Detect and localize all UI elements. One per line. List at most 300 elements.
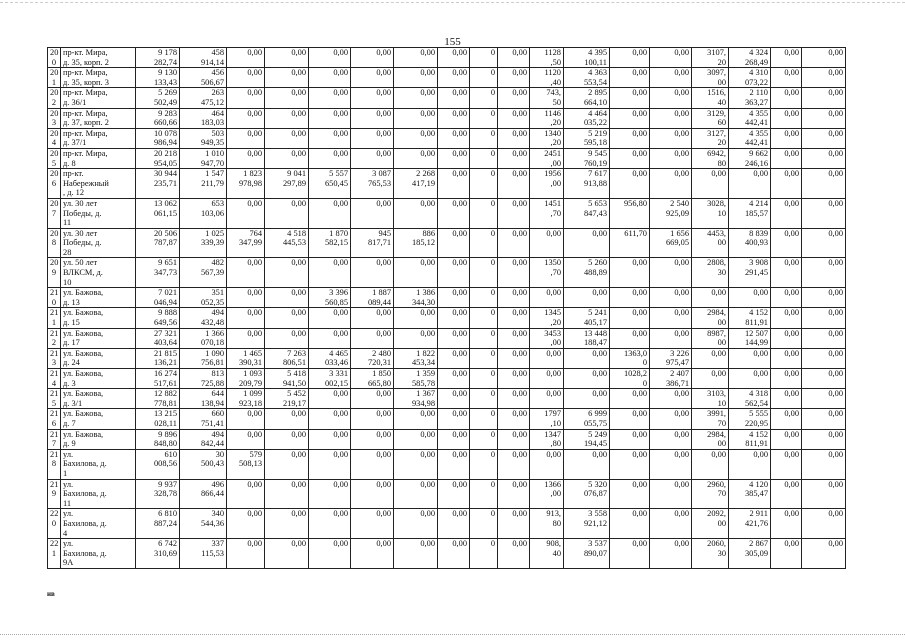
value-cell [180,369,227,389]
table-row [48,258,846,288]
cell-line: ул. Бажова, [63,288,104,298]
cell-line: 3129, [707,108,726,118]
value-cell [470,228,498,258]
cell-line: 0,00 [674,509,689,519]
cell-line: 00 [717,439,726,449]
row-number-cell [48,198,61,228]
cell-line: 0,00 [452,328,467,338]
value-cell [729,169,771,199]
cell-line: 3 908 [749,258,768,268]
value-cell [309,228,351,258]
cell-line: 0,00 [512,128,527,138]
value-cell [564,128,610,148]
value-cell [692,169,729,199]
cell-line: 813 [211,369,224,378]
row-number-cell [48,148,61,168]
cell-line: 0,00 [376,88,391,98]
value-cell [470,369,498,389]
cell-line: 12 507 [744,328,768,338]
cell-line: 20 218 [153,148,177,158]
cell-line: 949,35 [200,138,224,148]
cell-line: 0,00 [828,169,843,179]
value-cell [309,68,351,88]
cell-line: 70 [717,489,726,499]
value-cell [530,48,564,68]
value-cell [650,128,692,148]
value-cell [771,48,802,68]
cell-line: 20 [50,148,59,158]
value-cell [227,198,265,228]
cell-line: пр-кт. [63,169,84,179]
address-cell [61,48,136,68]
cell-line: 00 [717,77,726,87]
value-cell [650,449,692,479]
cell-line: 644 [211,389,224,399]
cell-line: 1028,2 [623,369,647,378]
cell-line: 0,00 [512,148,527,158]
value-cell [438,148,470,168]
cell-line: 347,73 [153,268,177,278]
cell-line: д. 9 [63,439,76,449]
value-cell [265,228,309,258]
cell-line: 076,87 [583,489,607,499]
value-cell [265,128,309,148]
value-cell [771,429,802,449]
value-cell [802,198,846,228]
cell-line: 0,00 [420,409,435,419]
value-cell [227,308,265,328]
cell-line: 847,43 [583,208,607,218]
cell-line: 0,00 [512,169,527,179]
cell-line: 553,54 [583,77,607,87]
cell-line: 0,00 [376,449,391,459]
value-cell [498,429,530,449]
cell-line: 0,00 [828,479,843,489]
value-cell [802,449,846,479]
value-cell [394,88,438,108]
value-cell [227,48,265,68]
value-cell [227,409,265,429]
cell-line: ,20 [550,118,561,128]
cell-line: 923,18 [238,398,262,408]
cell-line: 945 [378,228,391,238]
cell-line: 0,00 [784,539,799,549]
value-cell [530,429,564,449]
value-cell [564,88,610,108]
value-cell [309,409,351,429]
cell-line: 0,00 [376,198,391,208]
value-cell [650,369,692,389]
cell-line: 0,00 [784,169,799,179]
cell-line: 0 [490,429,495,439]
row-number-cell [48,348,61,368]
cell-line: 725,88 [200,378,224,388]
value-cell [802,539,846,569]
cell-line: 13 215 [153,409,177,419]
cell-line: 0 [490,108,495,118]
cell-line: 386,71 [665,378,689,388]
cell-line: ул. Бажова, [63,348,104,358]
cell-line: 0,00 [452,308,467,318]
cell-line: 0,00 [784,389,799,399]
cell-line: д. 36/1 [63,97,87,107]
table-row [48,108,846,128]
cell-line: 4 310 [749,68,768,78]
cell-line: 0,00 [333,198,348,208]
cell-line: 787,87 [153,238,177,248]
cell-line: 0,00 [247,409,262,419]
cell-line: 20 [50,258,59,268]
value-cell [309,169,351,199]
cell-line: 0,00 [291,128,306,138]
cell-line: 978,98 [238,178,262,188]
value-cell [136,108,180,128]
value-cell [498,48,530,68]
cell-line: 0,00 [291,198,306,208]
row-number-cell [48,509,61,539]
cell-line: 665,80 [367,378,391,388]
cell-line: 517,61 [153,378,177,388]
cell-line: пр-кт. Мира, [63,128,108,138]
cell-line: 9 130 [158,68,177,78]
cell-line: 0,00 [452,68,467,78]
cell-line: 0,00 [784,348,799,358]
cell-line: 033,46 [324,358,348,368]
cell-line: 0,00 [632,539,647,549]
value-cell [564,389,610,409]
cell-line: 0,00 [333,258,348,268]
address-cell [61,68,136,88]
page-number: 155 [444,36,461,48]
cell-line: ул. Бажова, [63,369,104,378]
cell-line: 1 386 [416,288,435,298]
cell-line: 0,00 [452,369,467,378]
value-cell [802,108,846,128]
cell-line: 305,09 [744,548,768,558]
value-cell [394,328,438,348]
cell-line: 0,00 [546,348,561,358]
value-cell [564,148,610,168]
value-cell [180,198,227,228]
value-cell [610,449,650,479]
value-cell [180,308,227,328]
cell-line: 0,00 [674,169,689,179]
cell-line: 0 [490,198,495,208]
value-cell [729,148,771,168]
cell-line: 0,00 [291,539,306,549]
cell-line: 0,00 [828,288,843,298]
cell-line: ул. [63,509,74,519]
cell-line: 0,00 [828,258,843,268]
value-cell [610,509,650,539]
cell-line: 138,94 [200,398,224,408]
cell-line: ,70 [550,208,561,218]
cell-line: 0,00 [512,479,527,489]
value-cell [438,509,470,539]
cell-line: 0,00 [674,288,689,298]
cell-line: 0,00 [632,148,647,158]
cell-line: 866,44 [200,489,224,499]
cell-line: 0,00 [546,449,561,459]
value-cell [610,148,650,168]
cell-line: 339,39 [200,238,224,248]
cell-line: 0,00 [674,429,689,439]
value-cell [309,148,351,168]
cell-line: 913, [546,509,561,519]
cell-line: 0,00 [632,479,647,489]
cell-line: д. 3/1 [63,398,83,408]
cell-line: 0,00 [291,148,306,158]
cell-line: 0,00 [333,308,348,318]
cell-line: 0,00 [452,449,467,459]
cell-line: д. 37, корп. 2 [63,118,109,128]
cell-line: 0,00 [828,128,843,138]
value-cell [227,348,265,368]
cell-line: 432,48 [200,318,224,328]
cell-line: 0 [51,518,57,528]
cell-line: 653 [211,198,224,208]
cell-line: 0 [490,509,495,519]
cell-line: 954,05 [153,158,177,168]
cell-line: 0 [490,228,495,238]
cell-line: 188,47 [583,338,607,348]
cell-line: 0,00 [711,449,726,459]
cell-line: 0,00 [247,108,262,118]
cell-line: 0,00 [376,108,391,118]
cell-line: 0,00 [512,228,527,238]
value-cell [351,539,394,569]
cell-line: 60 [717,118,726,128]
value-cell [265,198,309,228]
cell-line: 3 [51,118,57,128]
value-cell [180,389,227,409]
value-cell [771,369,802,389]
value-cell [394,169,438,199]
cell-line: 211,79 [201,178,224,188]
cell-line: 0,00 [784,148,799,158]
value-cell [498,148,530,168]
cell-line: 20 [50,128,59,138]
cell-line: 5 [51,398,57,408]
cell-line: 70 [717,418,726,428]
cell-line: 0 [490,148,495,158]
cell-line: 0,00 [376,509,391,519]
value-cell [530,509,564,539]
cell-line: 263 [211,88,224,98]
address-cell [61,128,136,148]
value-cell [309,449,351,479]
cell-line: 458 [211,48,224,57]
value-cell [692,308,729,328]
value-cell [438,328,470,348]
cell-line: 560,85 [324,297,348,307]
value-cell [351,88,394,108]
cell-line: 0,00 [376,389,391,399]
row-number-cell [48,328,61,348]
cell-line: ,20 [550,138,561,148]
cell-line: 0,00 [632,169,647,179]
cell-line: 0,00 [674,68,689,78]
value-cell [180,228,227,258]
register-body [48,48,846,569]
value-cell [438,228,470,258]
value-cell [729,258,771,288]
cell-line: 0,00 [632,308,647,318]
value-cell [470,429,498,449]
cell-line: 0,00 [333,88,348,98]
cell-line: 0,00 [512,48,527,57]
cell-line: 4 [51,138,57,148]
cell-line: 0,00 [512,509,527,519]
value-cell [802,479,846,509]
cell-line: 220,95 [744,418,768,428]
cell-line: 848,80 [153,439,177,449]
cell-line: 0,00 [753,169,768,179]
value-cell [470,148,498,168]
value-cell [650,308,692,328]
value-cell [394,389,438,409]
cell-line: 0,00 [592,389,607,399]
cell-line: 2 [51,338,57,348]
cell-line: 0,00 [452,288,467,298]
value-cell [729,48,771,68]
cell-line: 3028, [707,198,726,208]
cell-line: 0,00 [632,108,647,118]
cell-line: 1956 [544,169,561,179]
value-cell [802,328,846,348]
value-cell [351,348,394,368]
value-cell [530,539,564,569]
cell-line: 500,43 [200,459,224,469]
cell-line: 482 [211,258,224,268]
cell-line: 4 518 [287,228,306,238]
cell-line: 3453 [544,328,561,338]
value-cell [394,258,438,288]
value-cell [530,409,564,429]
cell-line: 6 810 [158,509,177,519]
value-cell [802,228,846,258]
cell-line: 235,71 [153,178,177,188]
cell-line: 7 021 [158,288,177,298]
value-cell [650,68,692,88]
cell-line: 9 888 [158,308,177,318]
address-cell [61,258,136,288]
value-cell [394,228,438,258]
value-cell [802,348,846,368]
cell-line: 0,00 [828,389,843,399]
cell-line: 0,00 [291,409,306,419]
cell-line: 0,00 [546,288,561,298]
value-cell [692,68,729,88]
cell-line: Бахилова, д. [63,518,107,528]
value-cell [309,348,351,368]
cell-line: 6942, [707,148,726,158]
value-cell [650,429,692,449]
cell-line: 0,00 [376,479,391,489]
cell-line: пр-кт. Мира, [63,108,108,118]
value-cell [564,308,610,328]
cell-line: 21 [50,328,59,338]
cell-line: 934,98 [411,398,435,408]
cell-line: 1350 [544,258,561,268]
cell-line: 890,07 [583,548,607,558]
value-cell [394,429,438,449]
table-row [48,169,846,199]
value-cell [802,288,846,308]
cell-line: 028,11 [154,418,177,428]
value-cell [610,288,650,308]
cell-line: 669,05 [665,238,689,248]
value-cell [692,128,729,148]
cell-line: 2808, [707,258,726,268]
address-cell [61,88,136,108]
value-cell [692,409,729,429]
cell-line: 1516, [707,88,726,98]
cell-line: 496 [211,479,224,489]
cell-line: 1 [51,548,57,558]
cell-line: 5 555 [749,409,768,419]
value-cell [227,169,265,199]
value-cell [771,539,802,569]
value-cell [692,328,729,348]
value-cell [729,328,771,348]
cell-line: 0,00 [420,198,435,208]
value-cell [351,409,394,429]
value-cell [692,48,729,68]
cell-line: 778,81 [153,398,177,408]
cell-line: 6 742 [158,539,177,549]
cell-line: д. 7 [63,418,76,428]
row-number-cell [48,258,61,288]
cell-line: 5 418 [287,369,306,378]
cell-line: 0,00 [247,258,262,268]
cell-line: 0 [490,409,495,419]
cell-line: 0,00 [674,108,689,118]
cell-line: д. 35, корп. 2 [63,57,109,67]
value-cell [729,409,771,429]
value-cell [227,449,265,479]
cell-line: 0,00 [784,328,799,338]
cell-line: 567,39 [200,268,224,278]
cell-line: 8 [51,459,57,469]
cell-line: 5 219 [588,128,607,138]
value-cell [309,198,351,228]
cell-line: 10 078 [153,128,177,138]
value-cell [265,288,309,308]
cell-line: 0,00 [512,429,527,439]
cell-line: 0,00 [420,539,435,549]
cell-line: 21 [50,288,59,298]
value-cell [136,128,180,148]
value-cell [771,348,802,368]
cell-line: 7 617 [588,169,607,179]
value-cell [802,148,846,168]
cell-line: 0,00 [512,108,527,118]
row-number-cell [48,429,61,449]
value-cell [498,228,530,258]
value-cell [610,48,650,68]
value-cell [610,328,650,348]
cell-line: 00 [717,518,726,528]
cell-line: 2960, [707,479,726,489]
value-cell [564,198,610,228]
cell-line: 0,00 [674,389,689,399]
cell-line: ул. Бажова, [63,409,104,419]
cell-line: ,00 [550,489,561,499]
cell-line: 344,30 [411,297,435,307]
value-cell [227,479,265,509]
cell-line: 6 999 [588,409,607,419]
